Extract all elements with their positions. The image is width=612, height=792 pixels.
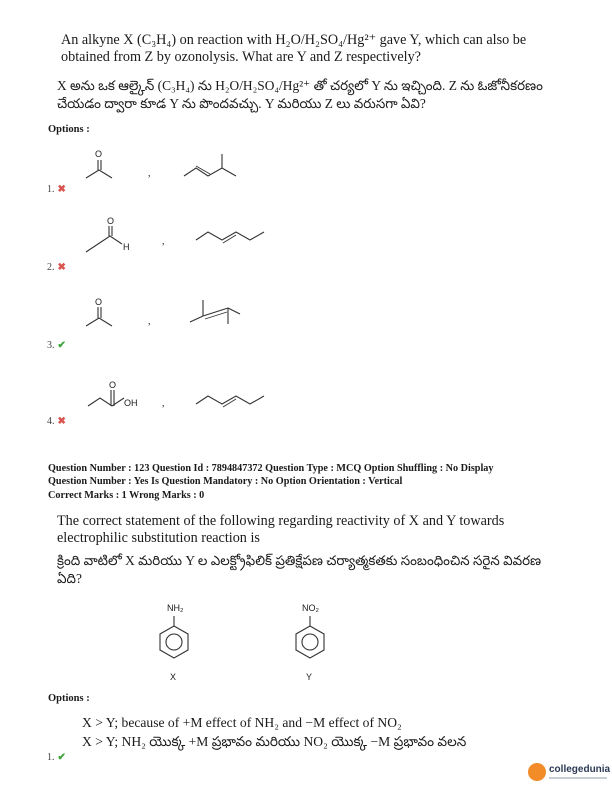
option2-aldehyde-h: H xyxy=(123,242,130,252)
option4-number: 4. ✖ xyxy=(47,416,66,427)
question2-english: The correct statement of the following regarding reactivity of X and Y towards electrophilic substitution reaction is xyxy=(57,513,505,546)
question1-telugu: X అను ఒక ఆల్కైన్ (C₃H₄) ను H₂O/H₂SO₄/Hg²⁺ తో చర్యలో Y ను ఇచ్చింది. Z ను ఓజోనీకరణం చేయడం ద్వారా కూడ Y ను పొందవచ్చు. Y మరియు Z లు వరుసగా ఏవి? xyxy=(57,78,543,111)
option2-oxygen-label: O xyxy=(107,216,115,226)
option1-oxygen-label: O xyxy=(95,149,103,159)
question-meta-line1: Question Number : 123 Question Id : 7894847372 Question Type : MCQ Option Shuffling : No Display xyxy=(48,463,494,474)
option2-1-telugu: X > Y; NH₂ యొక్క +M ప్రభావం మరియు NO₂ యొక్క −M ప్రభావం వలన xyxy=(82,734,467,749)
wrong-mark-icon: ✖ xyxy=(57,262,66,273)
logo-text: collegedunia xyxy=(549,764,611,775)
question-meta-line3: Correct Marks : 1 Wrong Marks : 0 xyxy=(48,490,205,501)
molecule-x-label: X xyxy=(170,672,177,682)
option4-oxygen-label: O xyxy=(109,380,117,390)
correct-mark-icon: ✔ xyxy=(57,752,66,763)
molecule-y-label: Y xyxy=(306,672,313,682)
options-heading-q2: Options : xyxy=(48,693,90,704)
question-meta-line2: Question Number : Yes Is Question Mandatory : No Option Orientation : Vertical xyxy=(48,476,403,487)
question1-english: An alkyne X (C₃H₄) on reaction with H₂O/H₂SO₄/Hg²⁺ gave Y, which can also be obtained from Z by ozonolysis. What are Y and Z respectively? xyxy=(61,32,527,65)
options-heading-q1: Options : xyxy=(48,124,90,135)
option4-acid-oh: OH xyxy=(124,398,138,408)
collegedunia-logo[interactable] xyxy=(524,756,612,792)
option4-separator: , xyxy=(162,398,165,409)
option2-1-number: 1. ✔ xyxy=(47,752,66,763)
option3-oxygen-label: O xyxy=(95,297,103,307)
question2-telugu: క్రింది వాటిలో X మరియు Y ల ఎలక్ట్రోఫిలిక్ ప్రతిక్షేపణ చర్యాత్మకతకు సంబంధించిన సరైన వివరణ ఏది? xyxy=(57,553,542,586)
nitrobenzene-no2-label: NO₂ xyxy=(302,603,319,613)
aniline-nh2-label: NH₂ xyxy=(167,603,184,613)
option2-separator: , xyxy=(162,236,165,247)
wrong-mark-icon: ✖ xyxy=(57,184,66,195)
collegedunia-logo-icon xyxy=(528,763,546,781)
option2-1-english: X > Y; because of +M effect of NH₂ and −M effect of NO₂ xyxy=(82,715,402,730)
option3-separator: , xyxy=(148,316,151,327)
option1-separator: , xyxy=(148,168,151,179)
nitrobenzene-structure xyxy=(0,0,1,1)
logo-tagline-bar xyxy=(549,777,607,779)
option2-number: 2. ✖ xyxy=(47,262,66,273)
correct-mark-icon: ✔ xyxy=(57,340,66,351)
option1-number: 1. ✖ xyxy=(47,184,66,195)
wrong-mark-icon: ✖ xyxy=(57,416,66,427)
option3-number: 3. ✔ xyxy=(47,340,66,351)
